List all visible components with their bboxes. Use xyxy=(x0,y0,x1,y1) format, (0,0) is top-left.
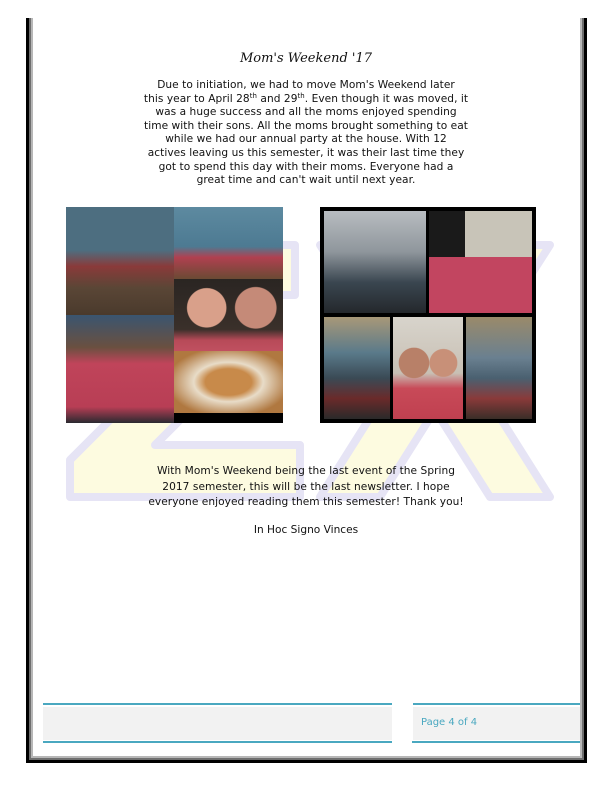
footer-left-top-rule xyxy=(43,703,392,705)
article-body xyxy=(120,79,492,188)
body-line: Due to initiation, we had to move Mom's Weekend later xyxy=(157,79,455,91)
photo-selfie-son-mom xyxy=(174,279,283,351)
photo-moms-on-couch xyxy=(174,207,283,279)
photo-selfie-couple xyxy=(393,317,463,419)
photo-party-table xyxy=(324,211,426,313)
body-line: actives leaving us this semester, it was their last time they xyxy=(147,146,465,159)
body-line: got to spend this day with their moms. Everyone had a xyxy=(158,160,454,173)
footer-right-top-rule xyxy=(413,703,580,705)
photo-room-ceiling-fan-1 xyxy=(324,317,390,419)
footer-right-bottom-rule xyxy=(412,741,580,743)
footer-left-box xyxy=(43,707,392,740)
body-line: time with their sons. All the moms brought something to eat xyxy=(144,119,468,132)
closing-line: 2017 semester, this will be the last newsletter. I hope xyxy=(162,480,450,493)
photo-collage-right xyxy=(320,207,536,423)
photo-living-room-group xyxy=(66,207,174,315)
body-line: was a huge success and all the moms enjoyed spending xyxy=(155,106,457,119)
closing-line: With Mom's Weekend being the last event of the Spring xyxy=(156,465,456,477)
photo-food-table xyxy=(174,351,283,413)
photo-three-posing xyxy=(429,211,532,313)
chapter-motto: In Hoc Signo Vinces xyxy=(253,524,359,536)
page-number: Page 4 of 4 xyxy=(421,717,478,728)
photo-four-posing xyxy=(66,315,174,423)
footer-left-bottom-rule xyxy=(43,741,392,743)
body-line: great time and can't wait until next year. xyxy=(196,174,416,187)
closing-line: everyone enjoyed reading them this semester! Thank you! xyxy=(148,496,464,508)
article-title: Mom's Weekend '17 xyxy=(239,51,373,66)
photo-room-ceiling-fan-2 xyxy=(466,317,532,419)
body-line-dates: this year to April 28th and 29th. Even though it was moved, it xyxy=(143,91,469,105)
closing-paragraph xyxy=(120,464,492,511)
photo-collage-left xyxy=(66,207,283,423)
body-line: while we had our annual party at the house. With 12 xyxy=(165,133,447,146)
